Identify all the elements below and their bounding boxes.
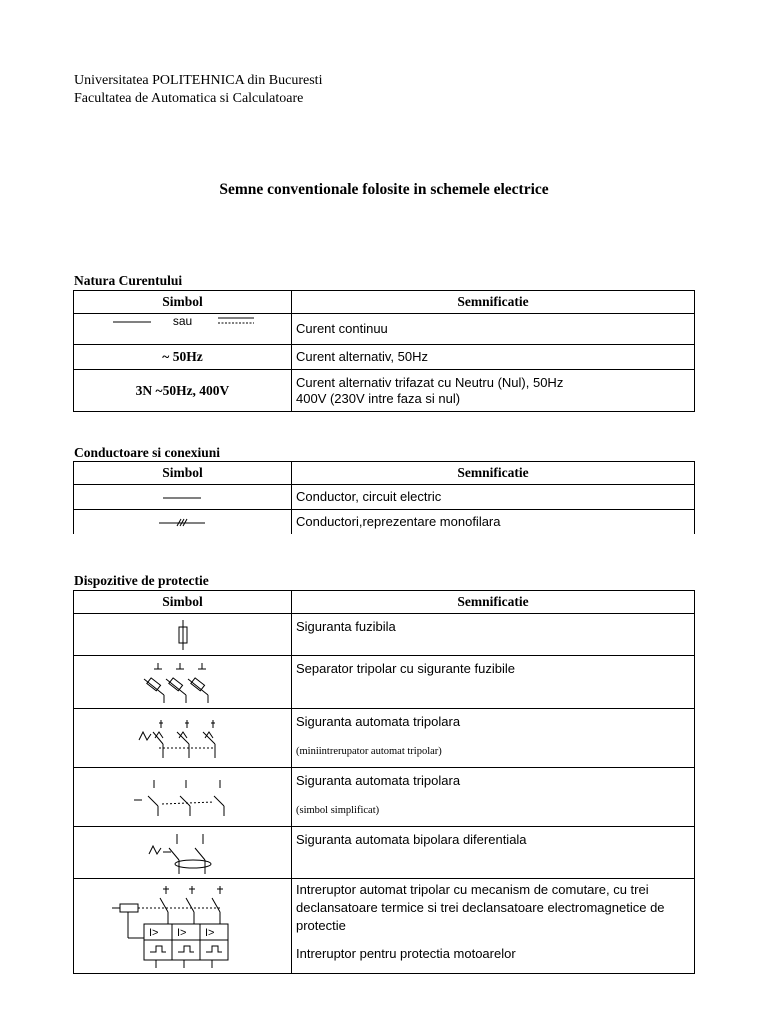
- mcb-simplified-title: Siguranta automata tripolara: [296, 773, 461, 788]
- rcbo-symbol: [74, 827, 292, 879]
- relay-label-1: I>: [148, 927, 158, 939]
- page-title: Semne conventionale folosite in schemele electrice: [219, 181, 549, 198]
- separator-symbol: [74, 656, 292, 709]
- conductor-symbol: [74, 485, 292, 510]
- mcb-simplified-note: (simbol simplificat): [296, 805, 380, 816]
- dc-symbol: [74, 314, 292, 345]
- table-row: [74, 709, 695, 768]
- monofilar-symbol: [74, 510, 292, 534]
- section-heading-protection: Dispozitive de protectie: [74, 573, 209, 588]
- current-table: [73, 290, 695, 412]
- ac3-desc: [292, 370, 695, 412]
- ac-symbol: ~ 50Hz: [74, 345, 292, 370]
- table-row: [74, 614, 695, 656]
- mcb-simplified-symbol: [74, 768, 292, 827]
- ac3-desc-line2: 400V (230V intre faza si nul): [296, 390, 461, 406]
- ac-desc: Curent alternativ, 50Hz: [292, 345, 695, 370]
- table-row: [74, 510, 695, 534]
- motor-breaker-symbol: [74, 879, 292, 974]
- motor-breaker-desc: [292, 879, 695, 974]
- dc-or-label: sau: [172, 314, 193, 328]
- mcb-tripolar-symbol: [74, 709, 292, 768]
- conductors-table: [73, 461, 695, 534]
- mcb-tripolar-note: (miniintrerupator automat tripolar): [296, 746, 442, 757]
- fuse-symbol: [74, 614, 292, 656]
- conductor-desc: Conductor, circuit electric: [292, 485, 695, 510]
- relay-label-3: I>: [204, 927, 214, 939]
- monofilar-desc: Conductori,reprezentare monofilara: [292, 510, 695, 534]
- header-block: [74, 72, 322, 108]
- university-name: Universitatea POLITEHNICA din Bucuresti: [74, 73, 323, 88]
- section-heading-current: Natura Curentului: [74, 273, 183, 288]
- column-header-meaning: Semnificatie: [292, 591, 695, 614]
- table-row: [74, 485, 695, 510]
- rcbo-desc: Siguranta automata bipolara diferentiala: [292, 827, 695, 879]
- motor-breaker-title: Intreruptor automat tripolar cu mecanism de comutare, cu trei declansatoare termice si trei declansatoare electromagnetice de protectie: [296, 882, 665, 933]
- column-header-meaning: Semnificatie: [292, 291, 695, 314]
- table-row: [74, 879, 695, 974]
- ac3-symbol: 3N ~50Hz, 400V: [74, 370, 292, 412]
- protection-table: [73, 590, 695, 974]
- motor-breaker-subtitle: Intreruptor pentru protectia motoarelor: [296, 946, 516, 961]
- dc-desc: Curent continuu: [292, 314, 695, 345]
- ac3-desc-line1: Curent alternativ trifazat cu Neutru (Nul), 50Hz: [296, 374, 564, 390]
- table-row: [74, 656, 695, 709]
- relay-label-2: I>: [176, 927, 186, 939]
- table-row: [74, 370, 695, 412]
- mcb-simplified-desc: [292, 768, 695, 827]
- column-header-symbol: Simbol: [74, 291, 292, 314]
- mcb-tripolar-desc: [292, 709, 695, 768]
- column-header-symbol: Simbol: [74, 462, 292, 485]
- fuse-desc: Siguranta fuzibila: [292, 614, 695, 656]
- section-heading-conductors: Conductoare si conexiuni: [74, 445, 221, 460]
- separator-desc: Separator tripolar cu sigurante fuzibile: [292, 656, 695, 709]
- mcb-tripolar-title: Siguranta automata tripolara: [296, 714, 461, 729]
- column-header-symbol: Simbol: [74, 591, 292, 614]
- table-row: [74, 827, 695, 879]
- table-row: [74, 345, 695, 370]
- table-row: [74, 314, 695, 345]
- table-row: [74, 768, 695, 827]
- faculty-name: Facultatea de Automatica si Calculatoare: [74, 91, 304, 106]
- column-header-meaning: Semnificatie: [292, 462, 695, 485]
